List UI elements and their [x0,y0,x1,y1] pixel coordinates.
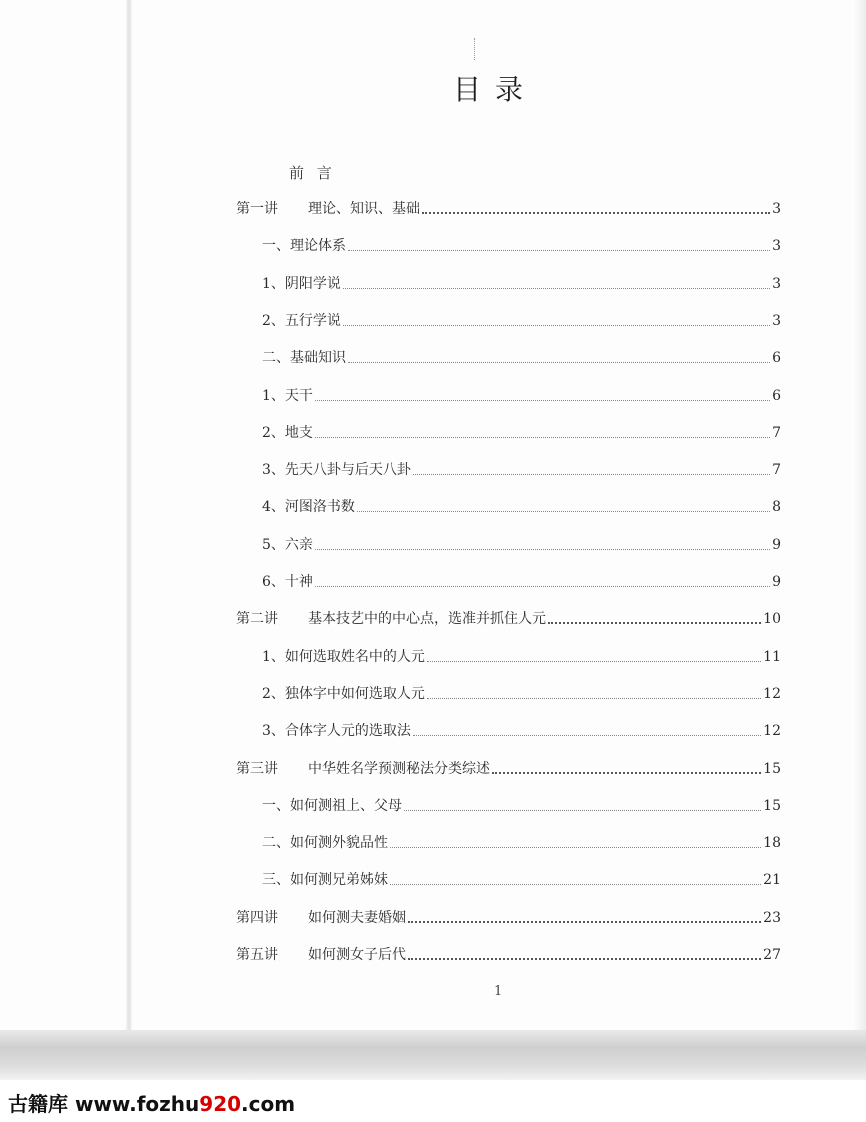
toc-entry-label [236,610,546,628]
toc-entry [262,271,781,293]
toc-entry-title: 二、基础知识 [262,350,346,366]
toc-page-number: 23 [763,910,781,926]
toc-chapter-number: 第五讲 [236,947,278,963]
toc-chapter-number: 第三讲 [236,761,278,777]
toc-page-number: 6 [772,350,781,366]
toc-chapter-number: 第一讲 [236,201,278,217]
watermark-prefix: 古籍库 www.fozhu [8,1092,200,1116]
toc-entry [236,196,781,218]
toc-entry-title: 中华姓名学预测秘法分类综述 [308,761,490,777]
toc-entry-label [236,946,406,964]
toc-dot-leader [315,584,770,587]
toc-entry-title: 3、合体字人元的选取法 [262,723,411,739]
toc-entry-title: 1、阴阳学说 [262,276,341,292]
toc-dot-leader [315,398,770,401]
toc-entry [262,345,781,367]
toc-page-number: 3 [772,201,781,217]
toc-page-number: 12 [763,686,781,702]
toc-dot-leader [548,620,761,624]
toc-entry-title: 基本技艺中的中心点，选准并抓住人元 [308,611,546,627]
toc-dot-leader [343,323,770,326]
toc-dot-leader [408,919,761,923]
toc-entry-label [262,312,341,330]
scan-bottom-shadow [0,1030,866,1080]
toc-page-number: 15 [763,798,781,814]
toc-entry [262,420,781,442]
toc-entry [262,793,781,815]
toc-dot-leader [348,248,770,251]
toc-entry [262,569,781,591]
toc-entry [236,942,781,964]
toc-entry-label [262,871,388,889]
toc-entry-label [262,722,411,740]
toc-entry-label [236,760,490,778]
toc-entry-label [262,536,313,554]
page-left-edge [126,0,132,1030]
toc-entry-label [262,498,355,516]
toc-entry-title: 2、地支 [262,425,313,441]
toc-page-number: 18 [763,835,781,851]
toc-dot-leader [348,360,770,363]
toc-entry-label [236,200,420,218]
toc-chapter-number: 第二讲 [236,611,278,627]
toc-chapter-number: 第四讲 [236,910,278,926]
toc-entry-title: 1、如何选取姓名中的人元 [262,649,425,665]
toc-entry-title: 4、河图洛书数 [262,499,355,515]
toc-entry-title: 一、如何测祖上、父母 [262,798,402,814]
toc-entry [262,830,781,852]
toc-dot-leader [413,472,770,475]
toc-entry [262,457,781,479]
toc-entry [262,644,781,666]
toc-entry [262,867,781,889]
toc-dot-leader [413,733,761,736]
watermark-suffix: .com [241,1092,296,1116]
site-watermark [8,1088,295,1117]
toc-entry [262,383,781,405]
toc-page-number: 15 [763,761,781,777]
toc-entry-label [262,237,346,255]
toc-entry-title: 1、天干 [262,388,313,404]
toc-entry-title: 理论、知识、基础 [308,201,420,217]
page-number: 1 [494,984,503,999]
toc-page-number: 3 [772,313,781,329]
toc-entry-title: 5、六亲 [262,537,313,553]
toc-dot-leader [343,286,770,289]
toc-page-number: 21 [763,872,781,888]
toc-entry-label [262,573,313,591]
toc-entry [262,718,781,740]
toc-page-number: 11 [763,649,781,665]
toc-entry [262,532,781,554]
toc-entry-label [236,909,406,927]
toc-page-number: 7 [772,462,781,478]
toc-entry [262,308,781,330]
toc-dot-leader [315,435,770,438]
toc-page-number: 10 [763,611,781,627]
toc-entry-title: 3、先天八卦与后天八卦 [262,462,411,478]
page-right-edge [852,0,866,1040]
toc-entry-title: 6、十神 [262,574,313,590]
toc-dot-leader [390,882,761,885]
toc-page-number: 6 [772,388,781,404]
toc-dot-leader [315,547,770,550]
toc-page-number: 9 [772,537,781,553]
toc-preface: 前 言 [289,164,336,182]
toc-page-number: 3 [772,276,781,292]
toc-entry-label [262,797,402,815]
toc-page-number: 9 [772,574,781,590]
toc-page-number: 3 [772,238,781,254]
toc-dot-leader [427,696,761,699]
toc-entry [262,494,781,516]
toc-dot-leader [408,956,761,960]
toc-entry-title: 2、独体字中如何选取人元 [262,686,425,702]
toc-dot-leader [404,808,761,811]
toc-page-number: 7 [772,425,781,441]
toc-entry-title: 2、五行学说 [262,313,341,329]
toc-entry-title: 一、理论体系 [262,238,346,254]
toc-entry-label [262,648,425,666]
toc-dot-leader [427,659,761,662]
toc-entry [236,756,781,778]
toc-entry-label [262,275,341,293]
toc-entry-label [262,461,411,479]
toc-entry-label [262,387,313,405]
toc-entry [262,681,781,703]
toc-dot-leader [390,845,761,848]
toc-dot-leader [422,210,770,214]
toc-page-number: 12 [763,723,781,739]
toc-entry-label [262,424,313,442]
toc-entry-title: 如何测夫妻婚姻 [308,910,406,926]
toc-page-number: 27 [763,947,781,963]
toc-entry-title: 三、如何测兄弟姊妹 [262,872,388,888]
page-title: 目录 [452,73,537,106]
top-dots [474,38,479,60]
toc-entry [262,233,781,255]
toc-entry [236,905,781,927]
toc-dot-leader [357,509,770,512]
toc-page-number: 8 [772,499,781,515]
toc-entry-label [262,685,425,703]
toc-dot-leader [492,770,761,774]
toc-entry-label [262,834,388,852]
toc-entry-title: 如何测女子后代 [308,947,406,963]
toc-entry-label [262,349,346,367]
watermark-digits: 920 [199,1092,242,1116]
toc-entry [236,606,781,628]
toc-entry-title: 二、如何测外貌品性 [262,835,388,851]
